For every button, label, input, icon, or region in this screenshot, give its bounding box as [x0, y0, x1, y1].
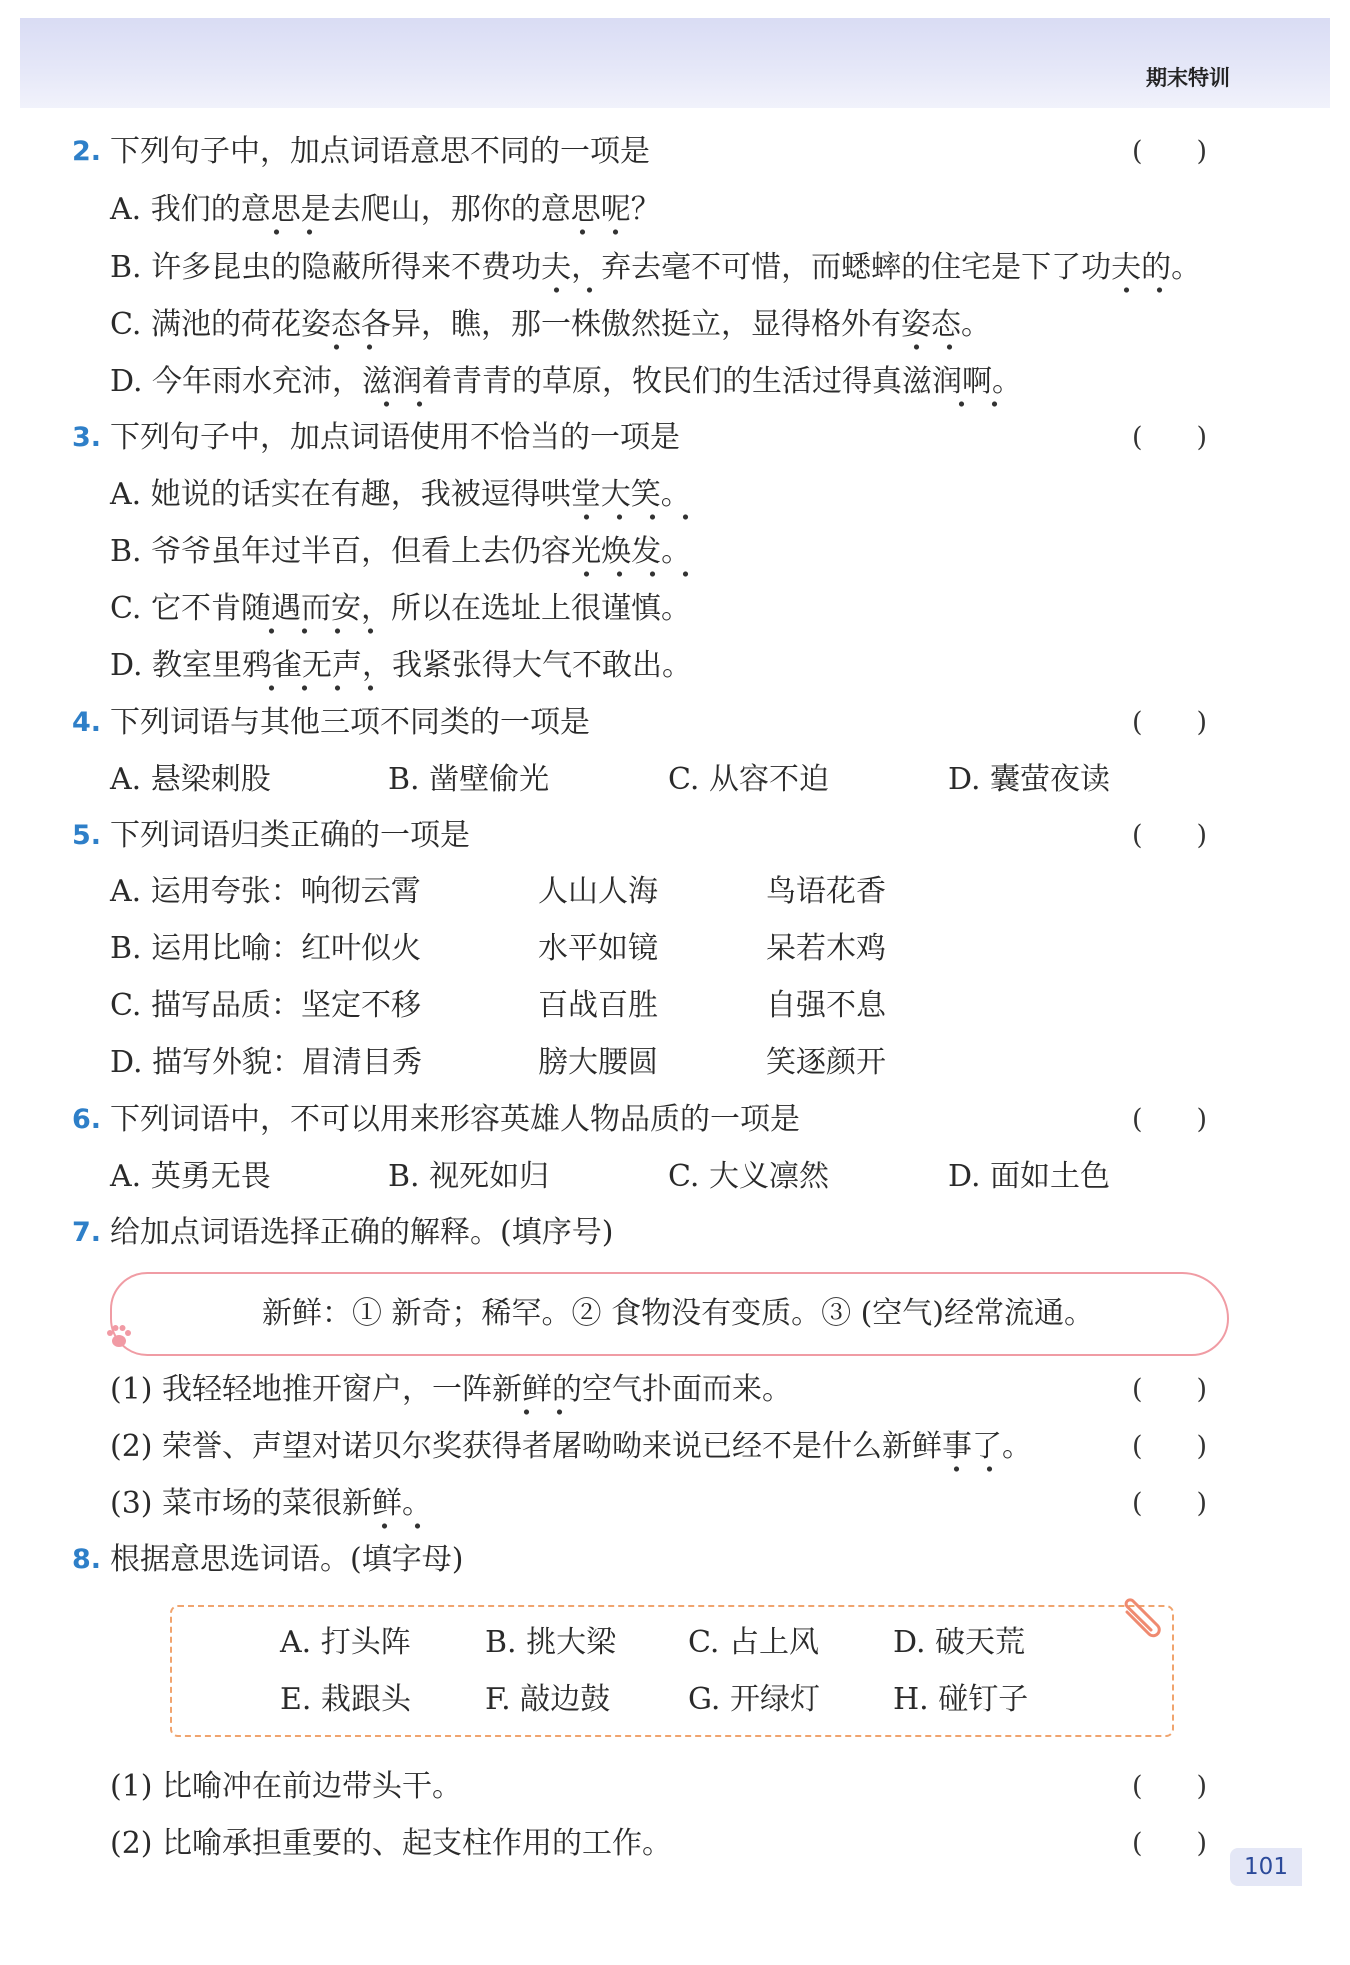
q5-stem: 下列词语归类正确的一项是 — [110, 818, 470, 853]
q6-option-d: D. 面如土色 — [948, 1159, 1111, 1194]
q2-option-a: A. 我们的意思是去爬山，那你的意思呢？ — [110, 192, 661, 227]
q3-option-a: A. 她说的话实在有趣，我被逗得哄堂大笑。 — [110, 477, 691, 512]
header-band — [20, 18, 1330, 108]
q6-number: 6. — [72, 1104, 102, 1135]
emphasis-dots — [570, 570, 702, 578]
q5-number: 5. — [72, 820, 102, 851]
q5-row-c-1: C. 描写品质：坚定不移 — [110, 988, 421, 1023]
q2-number: 2. — [72, 136, 102, 167]
q8-number: 8. — [72, 1544, 102, 1575]
q5-row-b-1: B. 运用比喻：红叶似火 — [110, 931, 422, 966]
q2-stem: 下列句子中，加点词语意思不同的一项是 — [110, 134, 650, 169]
q4-option-d: D. 囊萤夜读 — [948, 762, 1111, 797]
q5-row-b-2: 水平如镜 — [538, 931, 658, 966]
emphasis-dots — [570, 513, 702, 521]
paw-print-icon — [103, 1320, 135, 1352]
emphasis-dots — [1110, 286, 1176, 294]
q2-option-c: C. 满池的荷花姿态各异，瞧，那一株傲然挺立，显得格外有姿态。 — [110, 307, 991, 342]
q5-row-d-2: 膀大腰圆 — [538, 1045, 658, 1080]
q8-stem: 根据意思选词语。(填字母) — [110, 1542, 464, 1577]
q5-row-c-3: 自强不息 — [766, 988, 886, 1023]
emphasis-dots — [255, 684, 387, 692]
q8-choice-f: F. 敲边鼓 — [485, 1682, 611, 1717]
q4-option-c: C. 从容不迫 — [668, 762, 829, 797]
emphasis-dots — [320, 343, 386, 351]
emphasis-dots — [368, 1522, 434, 1530]
q3-option-b: B. 爷爷虽年过半百，但看上去仍容光焕发。 — [110, 534, 692, 569]
q5-row-a-3: 鸟语花香 — [766, 874, 886, 909]
section-title: 期末特训 — [1146, 66, 1230, 90]
q8-item-2-blank[interactable]: ( ) — [1132, 1828, 1208, 1859]
page-number: 101 — [1230, 1848, 1302, 1886]
emphasis-dots — [255, 627, 387, 635]
q3-answer-blank[interactable]: ( ) — [1132, 422, 1208, 453]
q3-stem: 下列句子中，加点词语使用不恰当的一项是 — [110, 420, 680, 455]
q4-stem: 下列词语与其他三项不同类的一项是 — [110, 705, 590, 740]
q7-item-1: (1) 我轻轻地推开窗户，一阵新鲜的空气扑面而来。 — [110, 1372, 793, 1407]
emphasis-dots — [566, 228, 632, 236]
q8-choice-c: C. 占上风 — [688, 1625, 819, 1660]
q6-answer-blank[interactable]: ( ) — [1132, 1104, 1208, 1135]
q8-choice-d: D. 破天荒 — [893, 1625, 1026, 1660]
q6-option-a: A. 英勇无畏 — [110, 1159, 271, 1194]
q7-item-2-blank[interactable]: ( ) — [1132, 1431, 1208, 1462]
emphasis-dots — [900, 343, 966, 351]
q6-option-c: C. 大义凛然 — [668, 1159, 829, 1194]
q7-number: 7. — [72, 1217, 102, 1248]
q7-item-1-blank[interactable]: ( ) — [1132, 1374, 1208, 1405]
q8-choice-g: G. 开绿灯 — [688, 1682, 820, 1717]
q5-row-d-3: 笑逐颜开 — [766, 1045, 886, 1080]
q3-number: 3. — [72, 422, 102, 453]
paperclip-icon — [1115, 1598, 1165, 1648]
q8-item-1-blank[interactable]: ( ) — [1132, 1771, 1208, 1802]
q8-choice-b: B. 挑大梁 — [485, 1625, 617, 1660]
emphasis-dots — [370, 400, 436, 408]
q5-answer-blank[interactable]: ( ) — [1132, 820, 1208, 851]
emphasis-dots — [540, 286, 606, 294]
emphasis-dots — [510, 1408, 576, 1416]
q5-row-b-3: 呆若木鸡 — [766, 931, 886, 966]
q4-option-b: B. 凿壁偷光 — [388, 762, 550, 797]
q6-option-b: B. 视死如归 — [388, 1159, 550, 1194]
q8-item-2: (2) 比喻承担重要的、起支柱作用的工作。 — [110, 1826, 673, 1861]
q2-option-d: D. 今年雨水充沛，滋润着青青的草原，牧民们的生活过得真滋润啊。 — [110, 364, 1023, 399]
emphasis-dots — [260, 228, 326, 236]
q3-option-d: D. 教室里鸦雀无声，我紧张得大气不敢出。 — [110, 648, 693, 683]
q8-choice-h: H. 碰钉子 — [893, 1682, 1029, 1717]
q8-choice-a: A. 打头阵 — [280, 1625, 411, 1660]
q5-row-d-1: D. 描写外貌：眉清目秀 — [110, 1045, 423, 1080]
q7-item-3-blank[interactable]: ( ) — [1132, 1488, 1208, 1519]
q2-answer-blank[interactable]: ( ) — [1132, 136, 1208, 167]
q4-answer-blank[interactable]: ( ) — [1132, 707, 1208, 738]
q7-item-2: (2) 荣誉、声望对诺贝尔奖获得者屠呦呦来说已经不是什么新鲜事了。 — [110, 1429, 1033, 1464]
q8-choice-e: E. 栽跟头 — [280, 1682, 411, 1717]
q8-item-1: (1) 比喻冲在前边带头干。 — [110, 1769, 463, 1804]
q4-option-a: A. 悬梁刺股 — [110, 762, 271, 797]
q5-row-a-2: 人山人海 — [538, 874, 658, 909]
q7-definition: 新鲜：① 新奇；稀罕。② 食物没有变质。③ (空气)经常流通。 — [262, 1296, 1095, 1331]
emphasis-dots — [945, 400, 1011, 408]
q5-row-c-2: 百战百胜 — [538, 988, 658, 1023]
q2-option-b: B. 许多昆虫的隐蔽所得来不费功夫，弃去毫不可惜，而蟋蟀的住宅是下了功夫的。 — [110, 250, 1202, 285]
q6-stem: 下列词语中，不可以用来形容英雄人物品质的一项是 — [110, 1102, 800, 1137]
q5-row-a-1: A. 运用夸张：响彻云霄 — [110, 874, 421, 909]
q7-stem: 给加点词语选择正确的解释。(填序号) — [110, 1215, 614, 1250]
q7-item-3: (3) 菜市场的菜很新鲜。 — [110, 1486, 433, 1521]
q3-option-c: C. 它不肯随遇而安，所以在选址上很谨慎。 — [110, 591, 691, 626]
q4-number: 4. — [72, 707, 102, 738]
emphasis-dots — [940, 1465, 1006, 1473]
